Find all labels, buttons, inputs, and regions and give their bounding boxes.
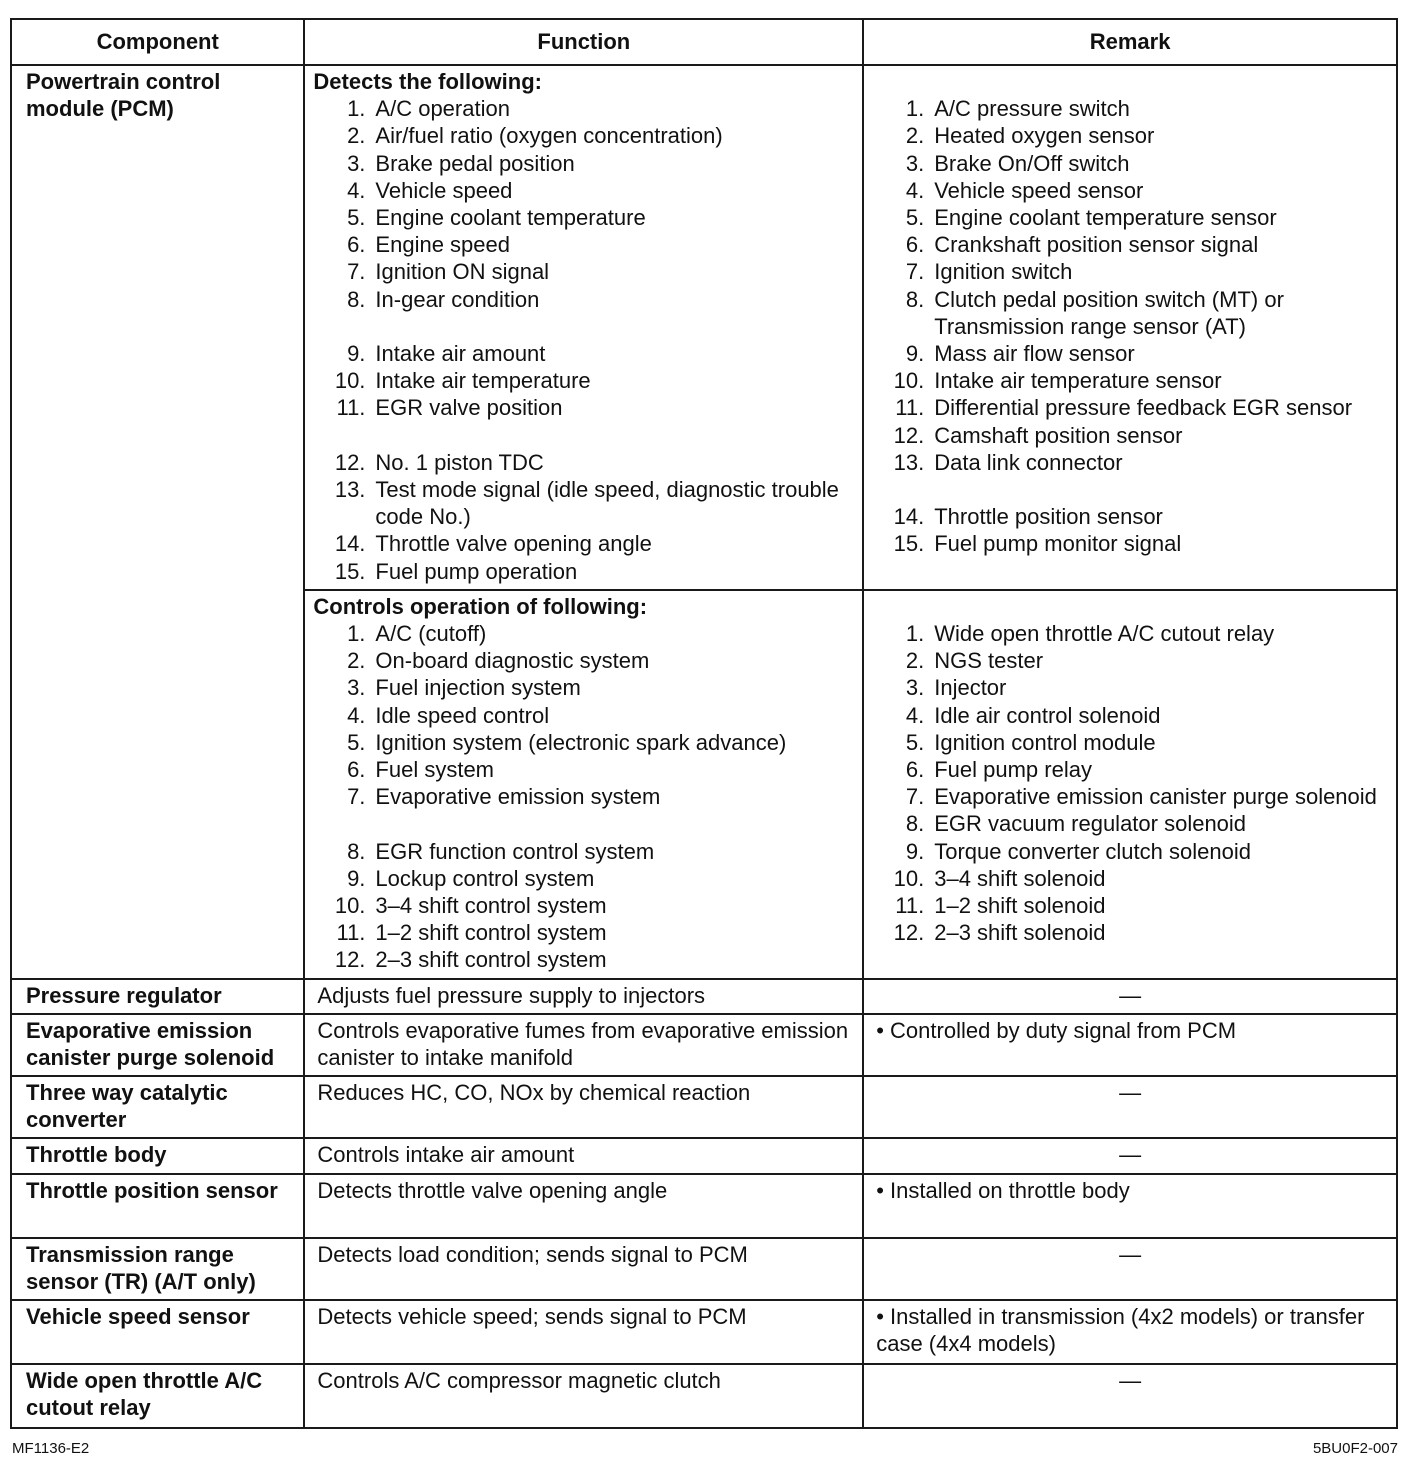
item-text: Engine coolant temperature sensor <box>934 205 1277 230</box>
item-text: 3–4 shift solenoid <box>934 865 1106 891</box>
item-text: A/C pressure switch <box>934 96 1130 122</box>
list-item <box>313 394 858 421</box>
list-item <box>872 810 1392 837</box>
remark-cell: — <box>863 1238 1397 1300</box>
item-number: 9. <box>347 341 366 366</box>
item-text: Throttle valve opening angle <box>375 531 652 557</box>
item-number: 5. <box>347 205 366 230</box>
list-item <box>872 838 1392 865</box>
function-cell: Adjusts fuel pressure supply to injectors <box>304 979 863 1014</box>
item-text: Engine speed <box>375 232 510 258</box>
list-item <box>872 95 1392 122</box>
list-item <box>872 449 1392 476</box>
component-cell: Vehicle speed sensor <box>11 1300 304 1364</box>
list-item <box>872 756 1392 783</box>
item-number: 8. <box>347 286 366 312</box>
controls-heading: Controls operation of following: <box>313 593 648 619</box>
remark-cell: • Installed on throttle body <box>863 1174 1397 1238</box>
figure-code-left: MF1136-E2 <box>12 1440 90 1457</box>
item-text: Ignition switch <box>934 259 1073 285</box>
detects-heading: Detects the following: <box>313 69 542 94</box>
item-number: 5. <box>905 729 925 755</box>
detects-remark-list <box>872 95 1392 557</box>
component-cell: Evaporative emission canister purge solenoid <box>11 1014 304 1076</box>
item-text: On-board diagnostic system <box>375 648 650 674</box>
list-item <box>313 340 858 367</box>
item-number: 7. <box>905 259 925 285</box>
list-item <box>872 729 1392 756</box>
header-component: Component <box>11 19 304 65</box>
component-function-table <box>10 18 1398 1429</box>
list-item <box>872 503 1392 530</box>
item-number: 10. <box>334 368 366 394</box>
list-item <box>872 674 1392 701</box>
item-text: 3–4 shift control system <box>375 893 607 919</box>
list-item <box>872 702 1392 729</box>
item-text: Idle speed control <box>375 702 550 728</box>
item-text: Fuel pump operation <box>375 558 578 584</box>
pcm-detects-function <box>304 65 863 590</box>
pcm-component: Powertrain control module (PCM) <box>11 65 304 979</box>
item-text: Brake pedal position <box>375 150 575 176</box>
table-row <box>11 1138 1397 1174</box>
list-item <box>872 367 1392 394</box>
item-text: EGR vacuum regulator solenoid <box>934 811 1247 837</box>
item-number: 12. <box>893 422 925 448</box>
item-number: 10. <box>893 368 925 394</box>
item-number: 11. <box>336 920 366 946</box>
list-item <box>313 204 858 231</box>
list-item <box>313 838 858 865</box>
item-text: 2–3 shift solenoid <box>934 920 1106 946</box>
component-cell: Three way catalytic converter <box>11 1076 304 1138</box>
item-text: Wide open throttle A/C cutout relay <box>934 621 1275 646</box>
item-number: 6. <box>905 757 925 783</box>
item-number: 10. <box>334 893 366 919</box>
item-text: Intake air temperature sensor <box>934 368 1222 394</box>
item-number: 1. <box>905 621 925 646</box>
list-item <box>872 394 1392 421</box>
item-number: 6. <box>347 757 366 783</box>
pcm-controls-remark <box>863 590 1397 979</box>
list-item <box>313 946 858 973</box>
list-item <box>313 647 858 674</box>
header-row <box>11 19 1397 65</box>
list-item <box>313 95 858 122</box>
item-number: 1. <box>347 96 366 122</box>
item-number: 9. <box>347 865 366 891</box>
item-text: EGR function control system <box>375 838 655 864</box>
item-text: Data link connector <box>934 449 1123 475</box>
item-text: Crankshaft position sensor signal <box>934 232 1259 258</box>
list-item <box>872 204 1392 231</box>
remark-cell: • Installed in transmission (4x2 models) or transfer case (4x4 models) <box>863 1300 1397 1364</box>
item-number: 2. <box>905 123 925 149</box>
item-number: 6. <box>905 232 925 258</box>
component-cell: Throttle position sensor <box>11 1174 304 1238</box>
list-item <box>313 892 858 919</box>
controls-function-list <box>313 620 858 974</box>
list-item <box>872 177 1392 204</box>
item-number: 3. <box>905 150 925 176</box>
remark-cell: — <box>863 1138 1397 1174</box>
item-number: 4. <box>347 702 366 728</box>
item-text: 1–2 shift solenoid <box>934 893 1106 919</box>
pcm-detects-remark <box>863 65 1397 590</box>
list-item <box>872 530 1392 557</box>
item-text: Brake On/Off switch <box>934 150 1130 176</box>
item-text: Idle air control solenoid <box>934 702 1161 728</box>
item-number: 12. <box>893 920 925 946</box>
figure-code-right: 5BU0F2-007 <box>1312 1440 1398 1457</box>
table-row <box>11 1174 1397 1238</box>
item-text: Mass air flow sensor <box>934 341 1135 367</box>
item-text: Camshaft position sensor <box>934 422 1183 448</box>
item-text: 1–2 shift control system <box>375 920 607 946</box>
item-number: 14. <box>334 531 366 557</box>
table-row <box>11 1014 1397 1076</box>
list-item <box>313 620 858 647</box>
item-number: 2. <box>347 648 366 674</box>
list-item <box>872 783 1392 810</box>
item-number: 13. <box>893 449 925 475</box>
list-item <box>313 702 858 729</box>
item-text: Test mode signal (idle speed, diagnostic trouble code No.) <box>375 477 839 530</box>
remark-cell: — <box>863 979 1397 1014</box>
item-text: Differential pressure feedback EGR sensor <box>934 395 1353 421</box>
item-number: 11. <box>895 395 925 421</box>
list-item <box>313 783 858 810</box>
item-number: 10. <box>893 865 925 891</box>
list-item <box>313 865 858 892</box>
list-item <box>313 476 858 530</box>
item-number: 4. <box>905 702 925 728</box>
item-number: 11. <box>336 395 366 421</box>
item-number: 3. <box>905 675 925 701</box>
table-row <box>11 1076 1397 1138</box>
item-number: 14. <box>893 504 925 530</box>
item-text: Torque converter clutch solenoid <box>934 838 1251 864</box>
function-cell: Detects load condition; sends signal to PCM <box>304 1238 863 1300</box>
component-cell: Pressure regulator <box>11 979 304 1014</box>
function-cell: Detects vehicle speed; sends signal to PCM <box>304 1300 863 1364</box>
list-item <box>872 286 1392 340</box>
table <box>10 18 1398 1429</box>
item-number: 8. <box>905 286 925 312</box>
list-item <box>313 150 858 177</box>
item-text: A/C (cutoff) <box>375 621 487 646</box>
item-text: Ignition ON signal <box>375 259 550 285</box>
item-number: 7. <box>347 784 366 810</box>
table-row <box>11 979 1397 1014</box>
item-text: Intake air amount <box>375 341 546 366</box>
item-text: Throttle position sensor <box>934 504 1163 530</box>
list-item <box>313 177 858 204</box>
remark-cell: — <box>863 1076 1397 1138</box>
item-text: Evaporative emission canister purge solenoid <box>934 784 1377 810</box>
item-number: 15. <box>893 531 925 557</box>
list-item <box>872 620 1392 647</box>
table-row <box>11 1238 1397 1300</box>
item-text: Evaporative emission system <box>375 784 661 810</box>
item-number: 13. <box>334 477 366 502</box>
function-cell: Reduces HC, CO, NOx by chemical reaction <box>304 1076 863 1138</box>
item-number: 15. <box>334 558 366 584</box>
list-item <box>872 231 1392 258</box>
item-text: Ignition control module <box>934 729 1156 755</box>
item-text: Fuel injection system <box>375 675 581 701</box>
item-text: Heated oxygen sensor <box>934 123 1155 149</box>
pcm-detects-row <box>11 65 1397 590</box>
list-item <box>313 919 858 946</box>
item-text: Lockup control system <box>375 865 595 891</box>
item-text: EGR valve position <box>375 395 563 421</box>
function-cell: Controls evaporative fumes from evaporative emission canister to intake manifold <box>304 1014 863 1076</box>
item-number: 4. <box>347 177 366 203</box>
function-cell: Detects throttle valve opening angle <box>304 1174 863 1238</box>
list-item <box>313 530 858 557</box>
list-item <box>313 231 858 258</box>
controls-remark-list <box>872 620 1392 946</box>
item-number: 7. <box>905 784 925 810</box>
item-number: 12. <box>334 449 366 475</box>
item-number: 2. <box>905 648 925 674</box>
item-text: In-gear condition <box>375 286 540 312</box>
list-item <box>872 122 1392 149</box>
function-cell: Controls A/C compressor magnetic clutch <box>304 1364 863 1428</box>
remark-cell: • Controlled by duty signal from PCM <box>863 1014 1397 1076</box>
item-number: 1. <box>347 621 366 646</box>
list-item <box>872 919 1392 946</box>
list-item <box>313 674 858 701</box>
header-remark: Remark <box>863 19 1397 65</box>
list-item <box>313 729 858 756</box>
item-number: 9. <box>905 838 925 864</box>
list-item <box>872 340 1392 367</box>
list-item <box>872 258 1392 285</box>
detects-function-list <box>313 95 858 585</box>
list-item <box>313 122 858 149</box>
remark-cell: — <box>863 1364 1397 1428</box>
header-function: Function <box>304 19 863 65</box>
item-text: 2–3 shift control system <box>375 947 607 973</box>
list-item <box>872 150 1392 177</box>
item-text: Fuel system <box>375 757 495 783</box>
item-number: 11. <box>895 893 925 919</box>
pcm-controls-function <box>304 590 863 979</box>
item-number: 9. <box>905 341 925 367</box>
item-number: 5. <box>905 205 925 230</box>
item-number: 8. <box>905 811 925 837</box>
item-text: Injector <box>934 675 1007 701</box>
item-text: Vehicle speed sensor <box>934 177 1144 203</box>
item-text: Air/fuel ratio (oxygen concentration) <box>375 123 723 149</box>
item-number: 2. <box>347 123 366 149</box>
component-cell: Wide open throttle A/C cutout relay <box>11 1364 304 1428</box>
item-text: Engine coolant temperature <box>375 205 646 230</box>
table-row <box>11 1364 1397 1428</box>
item-text: Clutch pedal position switch (MT) or Transmission range sensor (AT) <box>934 286 1284 339</box>
list-item <box>872 865 1392 892</box>
table-row <box>11 1300 1397 1364</box>
list-item <box>313 258 858 285</box>
list-item <box>313 756 858 783</box>
item-number: 12. <box>334 947 366 973</box>
item-text: Fuel pump monitor signal <box>934 531 1182 557</box>
item-text: No. 1 piston TDC <box>375 449 544 475</box>
item-text: Intake air temperature <box>375 368 591 394</box>
list-item <box>313 286 858 313</box>
list-item <box>872 892 1392 919</box>
item-text: Fuel pump relay <box>934 757 1092 783</box>
list-item <box>313 449 858 476</box>
list-item <box>872 422 1392 449</box>
component-cell: Transmission range sensor (TR) (A/T only) <box>11 1238 304 1300</box>
item-text: A/C operation <box>375 96 510 122</box>
component-cell: Throttle body <box>11 1138 304 1174</box>
item-number: 1. <box>905 96 925 122</box>
item-number: 4. <box>905 177 925 203</box>
list-item <box>313 558 858 585</box>
item-text: Ignition system (electronic spark advance) <box>375 729 787 755</box>
item-number: 3. <box>347 675 366 701</box>
item-number: 6. <box>347 232 366 258</box>
item-number: 8. <box>347 838 366 864</box>
function-cell: Controls intake air amount <box>304 1138 863 1174</box>
item-number: 7. <box>347 259 366 285</box>
item-number: 3. <box>347 150 366 176</box>
item-number: 5. <box>347 729 366 755</box>
list-item <box>313 367 858 394</box>
item-text: Vehicle speed <box>375 177 513 203</box>
item-text: NGS tester <box>934 648 1044 674</box>
list-item <box>872 647 1392 674</box>
